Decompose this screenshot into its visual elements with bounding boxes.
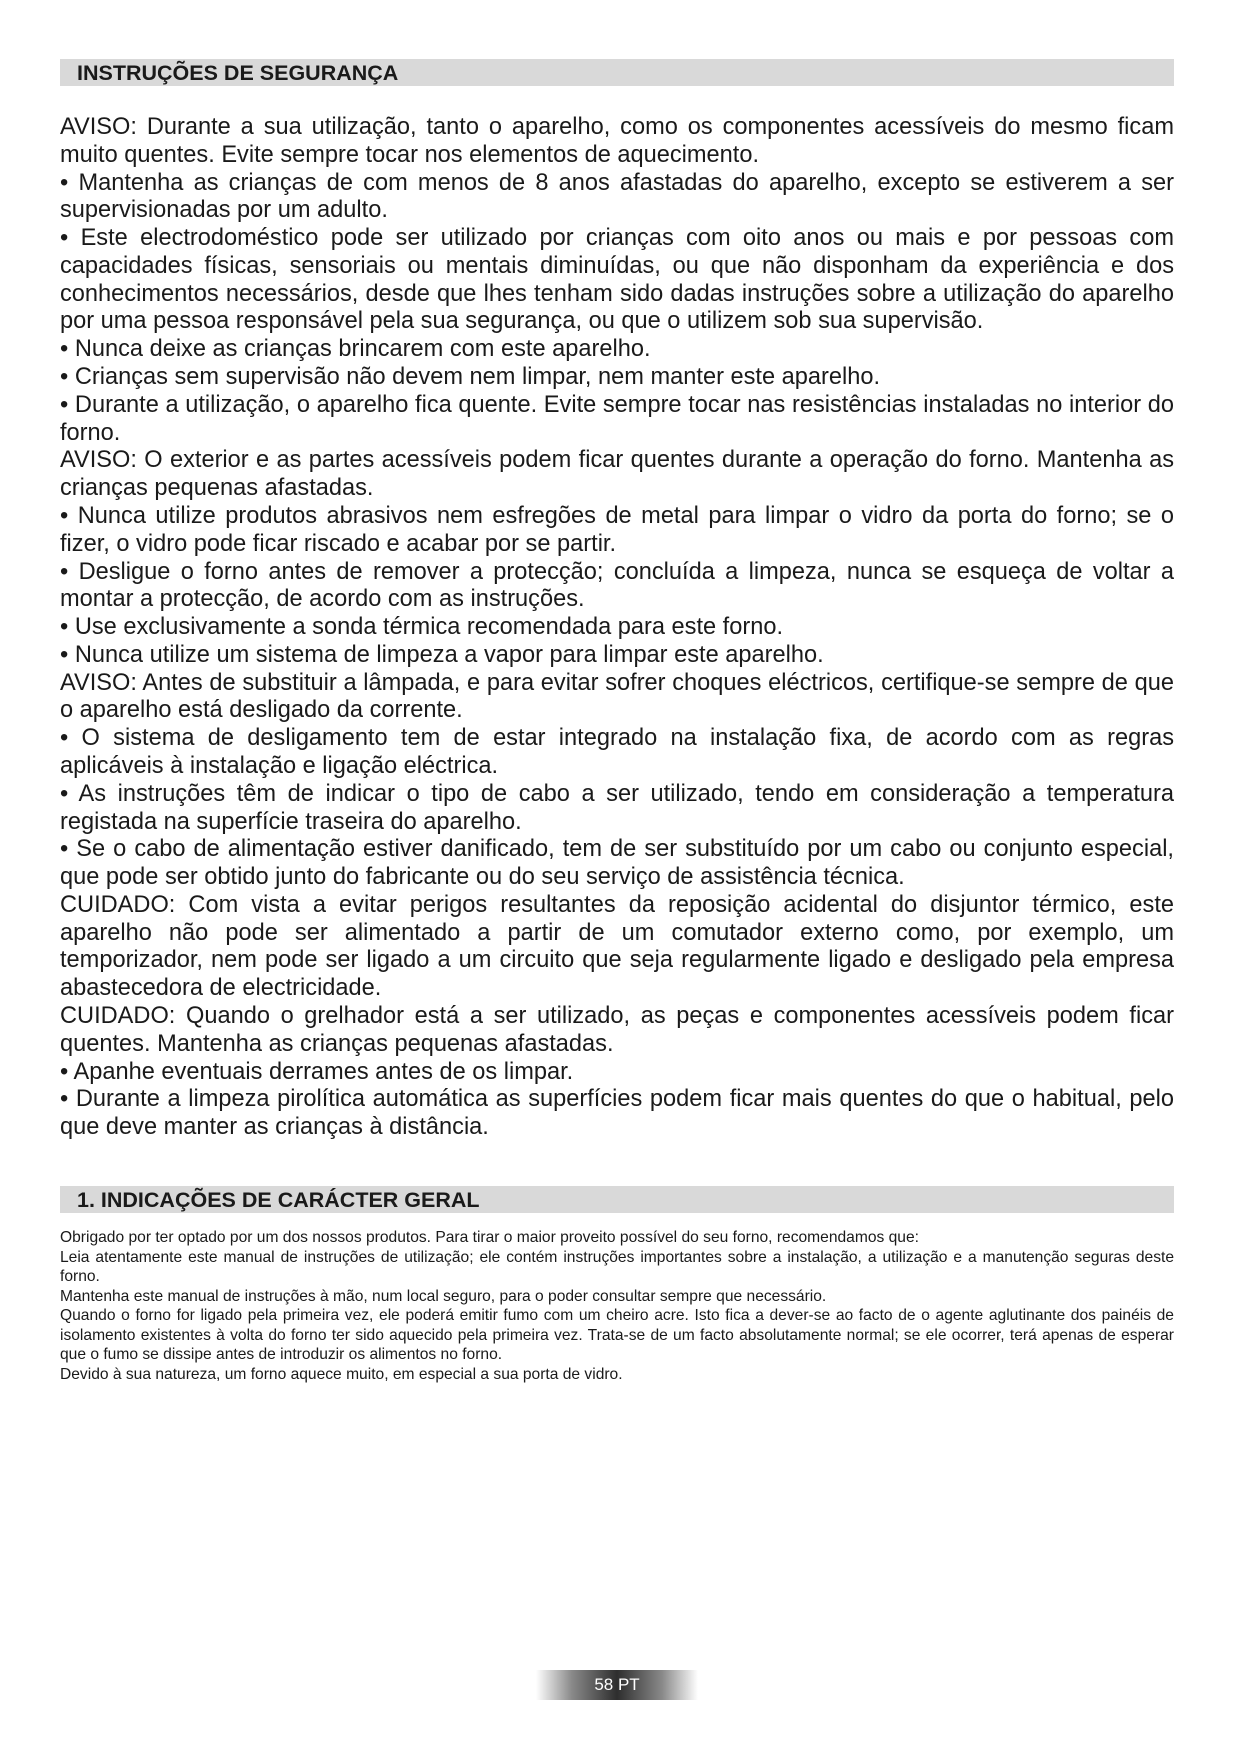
safety-paragraph: AVISO: Antes de substituir a lâmpada, e para evitar sofrer choques eléctricos, certifique-se sempre de que o aparelho está desligado da corrente. — [60, 669, 1174, 724]
general-section-title: 1. INDICAÇÕES DE CARÁCTER GERAL — [60, 1186, 1174, 1213]
safety-paragraph: • Este electrodoméstico pode ser utilizado por crianças com oito anos ou mais e por pessoas com capacidades físicas, sensoriais ou mentais diminuídas, ou que não disponham da experiência e dos conhecimentos necessários, desde que lhes tenham sido dadas instruções sobre a utilização do aparelho por uma pessoa responsável pela sua segurança, ou que o utilizem sob sua supervisão. — [60, 225, 1174, 335]
safety-paragraph: CUIDADO: Com vista a evitar perigos resultantes da reposição acidental do disjuntor térmico, este aparelho não pode ser alimentado a partir de um comutador externo como, por exemplo, um temporizador, nem pode ser ligado a um circuito que seja regularmente ligado e desligado pela empresa abastecedora de electricidade. — [60, 891, 1174, 1002]
safety-paragraph: • Use exclusivamente a sonda térmica recomendada para este forno. — [60, 614, 784, 641]
general-paragraph: Quando o forno for ligado pela primeira vez, ele poderá emitir fumo com um cheiro acre. Isto fica a dever-se ao facto de o agente aglutinante dos painéis de isolamento existentes à volta do forno ter sido aquecido pela primeira vez. Trata-se de um facto absolutamente normal; se ele ocorrer, terá apenas de esperar que o fumo se dissipe antes de introduzir os alimentos no forno. — [60, 1307, 1174, 1363]
safety-paragraph: AVISO: Durante a sua utilização, tanto o aparelho, como os componentes acessíveis do mesmo ficam muito quentes. Evite sempre tocar nos elementos de aquecimento. — [60, 114, 1174, 168]
safety-paragraph: • Se o cabo de alimentação estiver danificado, tem de ser substituído por um cabo ou conjunto especial, que pode ser obtido junto do fabricante ou do seu serviço de assistência técnica. — [60, 836, 1174, 891]
safety-paragraph: • Nunca utilize um sistema de limpeza a vapor para limpar este aparelho. — [60, 641, 824, 668]
safety-paragraph: • Apanhe eventuais derrames antes de os limpar. — [60, 1058, 574, 1085]
safety-paragraph: • Nunca deixe as crianças brincarem com este aparelho. — [60, 336, 651, 363]
safety-paragraph: • Desligue o forno antes de remover a protecção; concluída a limpeza, nunca se esqueça de voltar a montar a protecção, de acordo com as instruções. — [60, 558, 1174, 613]
page-number: 58 PT — [536, 1670, 698, 1700]
general-indications-body — [60, 1228, 1174, 1384]
safety-paragraph: • Durante a utilização, o aparelho fica quente. Evite sempre tocar nas resistências instaladas no interior do forno. — [60, 391, 1174, 446]
safety-instructions-body — [60, 114, 1174, 1142]
safety-paragraph: CUIDADO: Quando o grelhador está a ser utilizado, as peças e componentes acessíveis podem ficar quentes. Mantenha as crianças pequenas afastadas. — [60, 1003, 1174, 1057]
general-paragraph: Mantenha este manual de instruções à mão, num local seguro, para o poder consultar sempre que necessário. — [60, 1287, 827, 1305]
safety-section-title: INSTRUÇÕES DE SEGURANÇA — [60, 59, 1174, 86]
safety-paragraph: • Crianças sem supervisão não devem nem limpar, nem manter este aparelho. — [60, 364, 881, 391]
safety-paragraph: • Nunca utilize produtos abrasivos nem esfregões de metal para limpar o vidro da porta do forno; se o fizer, o vidro pode ficar riscado e acabar por se partir. — [60, 502, 1174, 557]
general-paragraph: Obrigado por ter optado por um dos nossos produtos. Para tirar o maior proveito possível do seu forno, recomendamos que: — [60, 1229, 919, 1246]
general-paragraph: Devido à sua natureza, um forno aquece muito, em especial a sua porta de vidro. — [60, 1365, 623, 1383]
safety-paragraph: • O sistema de desligamento tem de estar integrado na instalação fixa, de acordo com as regras aplicáveis à instalação e ligação eléctrica. — [60, 725, 1174, 779]
safety-paragraph: • As instruções têm de indicar o tipo de cabo a ser utilizado, tendo em consideração a temperatura registada na superfície traseira do aparelho. — [60, 780, 1174, 835]
safety-paragraph: AVISO: O exterior e as partes acessíveis podem ficar quentes durante a operação do forno. Mantenha as crianças pequenas afastadas. — [60, 447, 1174, 502]
safety-paragraph: • Mantenha as crianças de com menos de 8 anos afastadas do aparelho, excepto se estiverem a ser supervisionadas por um adulto. — [60, 169, 1174, 224]
general-paragraph: Leia atentamente este manual de instruções de utilização; ele contém instruções importantes sobre a instalação, a utilização e a manutenção seguras deste forno. — [60, 1248, 1174, 1285]
safety-paragraph: • Durante a limpeza pirolítica automática as superfícies podem ficar mais quentes do que o habitual, pelo que deve manter as crianças à distância. — [60, 1086, 1174, 1141]
